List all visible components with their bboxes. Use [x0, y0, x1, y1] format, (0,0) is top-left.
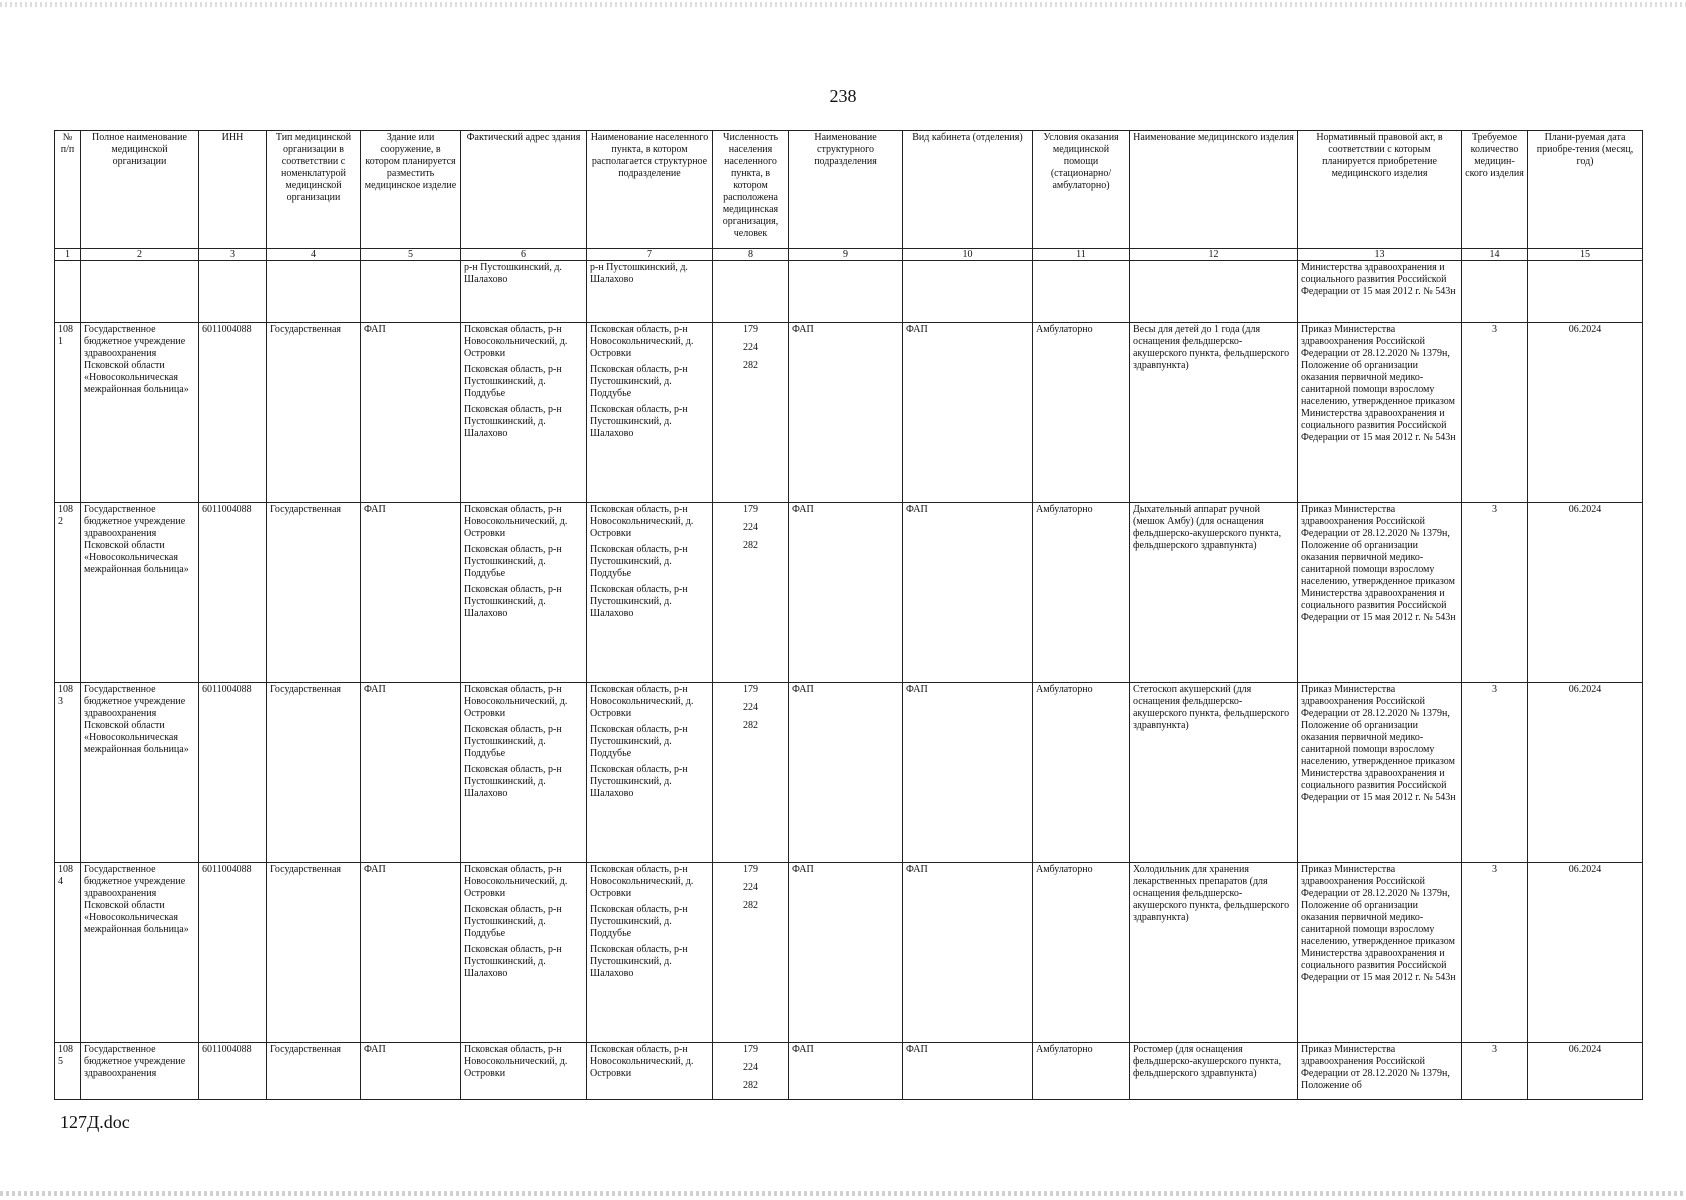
settlement-name [587, 503, 713, 683]
address-entry: Псковская область, р-н Новосокольнический, д. Островки [464, 1044, 568, 1079]
population-value: 224 [743, 702, 758, 713]
purchase-date: 06.2024 [1528, 323, 1643, 503]
col-number: 2 [81, 249, 199, 261]
population-value: 282 [743, 720, 758, 731]
building: ФАП [361, 863, 461, 1043]
settlement-entry: Псковская область, р-н Пустошкинский, д. Шалахово [590, 764, 688, 799]
equipment-table [54, 130, 1643, 1100]
actual-address [461, 1043, 587, 1100]
col-number: 10 [903, 249, 1033, 261]
medical-device: Стетоскоп акушерский (для оснащения фельдшерско-акушерского пункта, фельдшерского здравпункта) [1130, 683, 1298, 863]
structural-unit: ФАП [789, 503, 903, 683]
row-number: 1082 [55, 503, 81, 683]
population-value: 282 [743, 1080, 758, 1091]
col-header: Условия оказания медицинской помощи (стационарно/ амбулаторно) [1033, 131, 1130, 249]
continuation-settlement: р-н Пустошкинский, д. Шалахово [587, 261, 713, 323]
table-row [55, 503, 1643, 683]
care-conditions: Амбулаторно [1033, 863, 1130, 1043]
actual-address [461, 683, 587, 863]
actual-address [461, 323, 587, 503]
population-value: 179 [743, 324, 758, 335]
address-entry: Псковская область, р-н Пустошкинский, д. Поддубье [464, 364, 562, 399]
col-header: Численность населения населенного пункта, в котором расположена медицинская организация, человек [713, 131, 789, 249]
continuation-address: р-н Пустошкинский, д. Шалахово [461, 261, 587, 323]
footer-filename: 127Д.doc [60, 1112, 130, 1132]
purchase-date: 06.2024 [1528, 863, 1643, 1043]
inn: 6011004088 [199, 323, 267, 503]
cabinet-type: ФАП [903, 503, 1033, 683]
settlement-entry: Псковская область, р-н Пустошкинский, д. Поддубье [590, 904, 688, 939]
settlement-entry: Псковская область, р-н Новосокольнический, д. Островки [590, 684, 694, 719]
row-number: 1084 [55, 863, 81, 1043]
col-number: 15 [1528, 249, 1643, 261]
address-entry: Псковская область, р-н Пустошкинский, д. Шалахово [464, 404, 562, 439]
settlement-name [587, 1043, 713, 1100]
care-conditions: Амбулаторно [1033, 323, 1130, 503]
settlement-entry: Псковская область, р-н Пустошкинский, д. Шалахово [590, 404, 688, 439]
population-value: 282 [743, 900, 758, 911]
purchase-date: 06.2024 [1528, 1043, 1643, 1100]
settlement-entry: Псковская область, р-н Новосокольнический, д. Островки [590, 324, 694, 359]
row-number: 1083 [55, 683, 81, 863]
col-number: 4 [267, 249, 361, 261]
organization-type: Государственная [267, 683, 361, 863]
col-header: Требуемое количество медицин-ского изделия [1462, 131, 1528, 249]
organization-name: Государственное бюджетное учреждение здравоохранения Псковской области «Новосокольническая межрайонная больница» [81, 503, 199, 683]
actual-address [461, 503, 587, 683]
organization-name: Государственное бюджетное учреждение здравоохранения [81, 1043, 199, 1100]
page-number: 238 [829, 86, 857, 106]
settlement-entry: Псковская область, р-н Пустошкинский, д. Поддубье [590, 724, 688, 759]
population-value: 179 [743, 504, 758, 515]
continuation-row [55, 261, 1643, 323]
structural-unit: ФАП [789, 323, 903, 503]
population-value: 224 [743, 1062, 758, 1073]
quantity: 3 [1462, 503, 1528, 683]
structural-unit: ФАП [789, 683, 903, 863]
organization-type: Государственная [267, 503, 361, 683]
legal-act: Приказ Министерства здравоохранения Российской Федерации от 28.12.2020 № 1379н, Положение об организации оказания первичной медико-санитарной помощи взрослому населению, утвержденное приказом Министерства здравоохранения и социального развития Российской Федерации от 15 мая 2012 г. № 543н [1298, 863, 1462, 1043]
col-header: Наименование населенного пункта, в котором располагается структурное подразделение [587, 131, 713, 249]
population-value: 282 [743, 360, 758, 371]
col-number: 7 [587, 249, 713, 261]
building: ФАП [361, 503, 461, 683]
table-row [55, 1043, 1643, 1100]
medical-device: Холодильник для хранения лекарственных препаратов (для оснащения фельдшерско-акушерского пункта, фельдшерского здравпункта) [1130, 863, 1298, 1043]
medical-device: Весы для детей до 1 года (для оснащения фельдшерско-акушерского пункта, фельдшерского здравпункта) [1130, 323, 1298, 503]
row-number: 1085 [55, 1043, 81, 1100]
settlement-entry: Псковская область, р-н Новосокольнический, д. Островки [590, 1044, 694, 1079]
col-number: 11 [1033, 249, 1130, 261]
population [713, 683, 789, 863]
table-row [55, 863, 1643, 1043]
inn: 6011004088 [199, 683, 267, 863]
quantity: 3 [1462, 683, 1528, 863]
col-number: 14 [1462, 249, 1528, 261]
legal-act: Приказ Министерства здравоохранения Российской Федерации от 28.12.2020 № 1379н, Положение об [1298, 1043, 1462, 1100]
address-entry: Псковская область, р-н Пустошкинский, д. Поддубье [464, 904, 562, 939]
col-header: ИНН [199, 131, 267, 249]
col-header: Фактический адрес здания [461, 131, 587, 249]
address-entry: Псковская область, р-н Пустошкинский, д. Поддубье [464, 724, 562, 759]
building: ФАП [361, 323, 461, 503]
cabinet-type: ФАП [903, 863, 1033, 1043]
col-number: 9 [789, 249, 903, 261]
address-entry: Псковская область, р-н Новосокольнический, д. Островки [464, 324, 568, 359]
care-conditions: Амбулаторно [1033, 503, 1130, 683]
organization-type: Государственная [267, 1043, 361, 1100]
scan-edge-top [0, 2, 1686, 7]
cabinet-type: ФАП [903, 683, 1033, 863]
quantity: 3 [1462, 863, 1528, 1043]
address-entry: Псковская область, р-н Пустошкинский, д. Шалахово [464, 944, 562, 979]
col-header: № п/п [55, 131, 81, 249]
table-row [55, 323, 1643, 503]
col-number: 13 [1298, 249, 1462, 261]
row-number: 1081 [55, 323, 81, 503]
address-entry: Псковская область, р-н Новосокольнический, д. Островки [464, 684, 568, 719]
care-conditions: Амбулаторно [1033, 1043, 1130, 1100]
inn: 6011004088 [199, 863, 267, 1043]
address-entry: Псковская область, р-н Пустошкинский, д. Шалахово [464, 584, 562, 619]
address-entry: Псковская область, р-н Новосокольнический, д. Островки [464, 864, 568, 899]
organization-type: Государственная [267, 863, 361, 1043]
quantity: 3 [1462, 323, 1528, 503]
structural-unit: ФАП [789, 1043, 903, 1100]
settlement-name [587, 683, 713, 863]
address-entry: Псковская область, р-н Пустошкинский, д. Шалахово [464, 764, 562, 799]
population-value: 224 [743, 342, 758, 353]
col-header: Наименование медицинского изделия [1130, 131, 1298, 249]
continuation-act: Министерства здравоохранения и социального развития Российской Федерации от 15 мая 2012 г. № 543н [1298, 261, 1462, 323]
population [713, 503, 789, 683]
building: ФАП [361, 1043, 461, 1100]
address-entry: Псковская область, р-н Новосокольнический, д. Островки [464, 504, 568, 539]
table-row [55, 683, 1643, 863]
inn: 6011004088 [199, 1043, 267, 1100]
col-header: Нормативный правовой акт, в соответствии с которым планируется приобретение медицинского изделия [1298, 131, 1462, 249]
settlement-name [587, 323, 713, 503]
medical-device: Дыхательный аппарат ручной (мешок Амбу) (для оснащения фельдшерско-акушерского пункта, фельдшерского здравпункта) [1130, 503, 1298, 683]
population-value: 179 [743, 684, 758, 695]
table-body [55, 261, 1643, 1100]
col-number: 5 [361, 249, 461, 261]
settlement-entry: Псковская область, р-н Новосокольнический, д. Островки [590, 864, 694, 899]
header-row [55, 131, 1643, 249]
purchase-date: 06.2024 [1528, 503, 1643, 683]
cabinet-type: ФАП [903, 1043, 1033, 1100]
actual-address [461, 863, 587, 1043]
settlement-name [587, 863, 713, 1043]
column-number-row [55, 249, 1643, 261]
settlement-entry: Псковская область, р-н Пустошкинский, д. Поддубье [590, 364, 688, 399]
settlement-entry: Псковская область, р-н Пустошкинский, д. Шалахово [590, 584, 688, 619]
purchase-date: 06.2024 [1528, 683, 1643, 863]
col-header: Вид кабинета (отделения) [903, 131, 1033, 249]
col-header: Тип медицинской организации в соответствии с номенклатурой медицинской организации [267, 131, 361, 249]
col-number: 8 [713, 249, 789, 261]
inn: 6011004088 [199, 503, 267, 683]
population-value: 224 [743, 882, 758, 893]
care-conditions: Амбулаторно [1033, 683, 1130, 863]
col-header: Полное наименование медицинской организации [81, 131, 199, 249]
address-entry: Псковская область, р-н Пустошкинский, д. Поддубье [464, 544, 562, 579]
population [713, 323, 789, 503]
legal-act: Приказ Министерства здравоохранения Российской Федерации от 28.12.2020 № 1379н, Положение об организации оказания первичной медико-санитарной помощи взрослому населению, утвержденное приказом Министерства здравоохранения и социального развития Российской Федерации от 15 мая 2012 г. № 543н [1298, 323, 1462, 503]
legal-act: Приказ Министерства здравоохранения Российской Федерации от 28.12.2020 № 1379н, Положение об организации оказания первичной медико-санитарной помощи взрослому населению, утвержденное приказом Министерства здравоохранения и социального развития Российской Федерации от 15 мая 2012 г. № 543н [1298, 503, 1462, 683]
organization-type: Государственная [267, 323, 361, 503]
medical-device: Ростомер (для оснащения фельдшерско-акушерского пункта, фельдшерского здравпункта) [1130, 1043, 1298, 1100]
building: ФАП [361, 683, 461, 863]
col-number: 6 [461, 249, 587, 261]
scan-edge-bottom [0, 1191, 1686, 1196]
col-header: Здание или сооружение, в котором планируется разместить медицинское изделие [361, 131, 461, 249]
cabinet-type: ФАП [903, 323, 1033, 503]
organization-name: Государственное бюджетное учреждение здравоохранения Псковской области «Новосокольническая межрайонная больница» [81, 683, 199, 863]
settlement-entry: Псковская область, р-н Новосокольнический, д. Островки [590, 504, 694, 539]
population-value: 282 [743, 540, 758, 551]
population [713, 1043, 789, 1100]
population [713, 863, 789, 1043]
population-value: 179 [743, 864, 758, 875]
col-header: Плани-руемая дата приобре-тения (месяц, год) [1528, 131, 1643, 249]
population-value: 179 [743, 1044, 758, 1055]
quantity: 3 [1462, 1043, 1528, 1100]
col-header: Наименование структурного подразделения [789, 131, 903, 249]
population-value: 224 [743, 522, 758, 533]
col-number: 1 [55, 249, 81, 261]
settlement-entry: Псковская область, р-н Пустошкинский, д. Поддубье [590, 544, 688, 579]
structural-unit: ФАП [789, 863, 903, 1043]
organization-name: Государственное бюджетное учреждение здравоохранения Псковской области «Новосокольническая межрайонная больница» [81, 323, 199, 503]
organization-name: Государственное бюджетное учреждение здравоохранения Псковской области «Новосокольническая межрайонная больница» [81, 863, 199, 1043]
legal-act: Приказ Министерства здравоохранения Российской Федерации от 28.12.2020 № 1379н, Положение об организации оказания первичной медико-санитарной помощи взрослому населению, утвержденное приказом Министерства здравоохранения и социального развития Российской Федерации от 15 мая 2012 г. № 543н [1298, 683, 1462, 863]
settlement-entry: Псковская область, р-н Пустошкинский, д. Шалахово [590, 944, 688, 979]
col-number: 3 [199, 249, 267, 261]
col-number: 12 [1130, 249, 1298, 261]
